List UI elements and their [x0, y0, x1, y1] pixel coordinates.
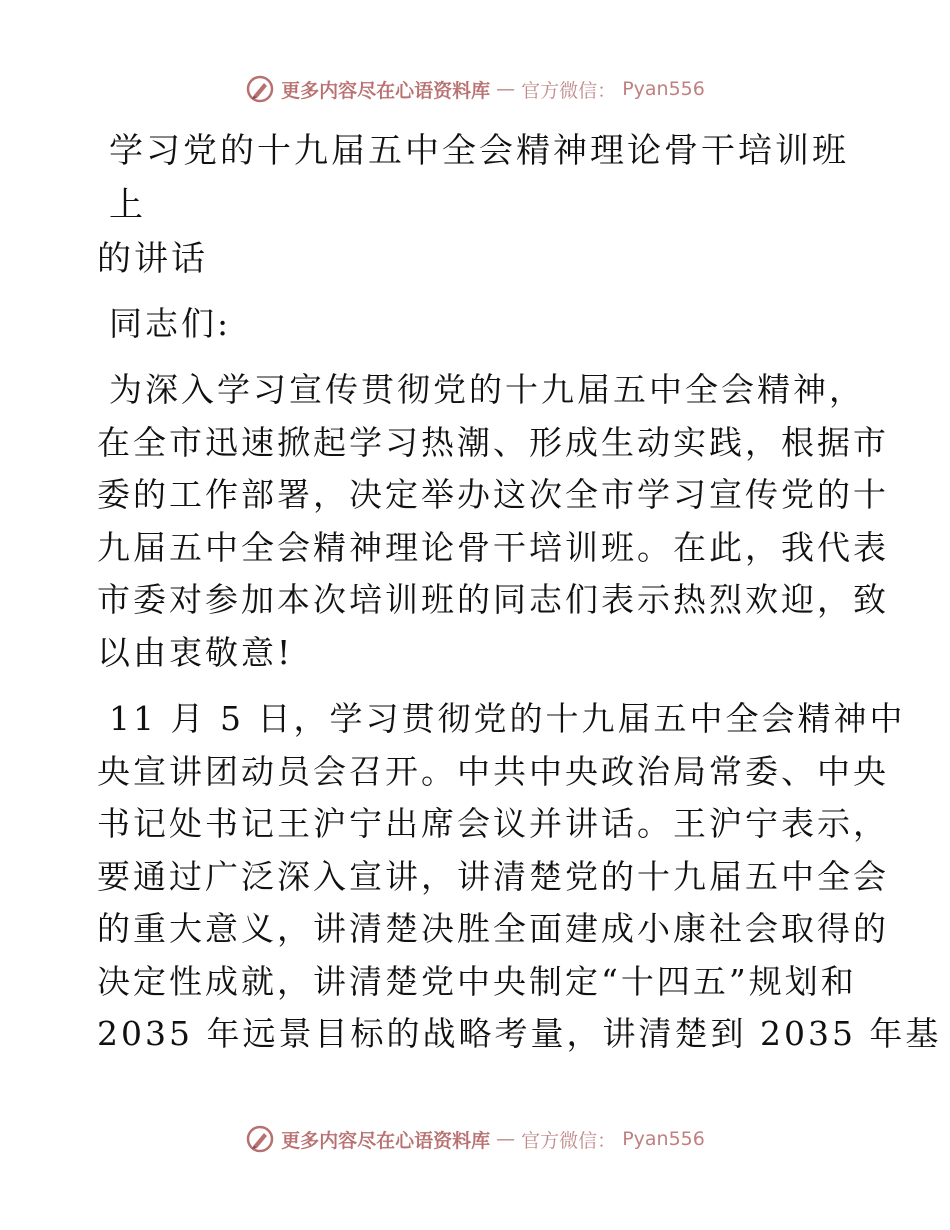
paragraph-line: 在全市迅速掀起学习热潮、形成生动实践，根据市 [97, 422, 889, 462]
title-line-1: 学习党的十九届五中全会精神理论骨干培训班上 [109, 131, 849, 225]
paragraph-line: 11 月 5 日，学习贯彻党的十九届五中全会精神中 [109, 699, 906, 738]
watermark-main-text: 更多内容尽在心语资料库 [281, 1129, 491, 1152]
paragraph-line: 决定性成就，讲清楚党中央制定“十四五”规划和 [97, 961, 857, 1001]
watermark-separator: — [496, 78, 516, 100]
watermark-official-label: 官方微信： [521, 1129, 617, 1152]
header-watermark [0, 74, 950, 104]
paragraph-line: 央宣讲团动员会召开。中共中央政治局常委、中央 [97, 751, 889, 791]
watermark-separator: — [496, 1128, 516, 1150]
paragraph-1 [97, 364, 889, 679]
document-body [97, 124, 942, 1075]
pen-logo-icon [245, 1124, 275, 1154]
footer-watermark [0, 1124, 950, 1154]
paragraph-line: 书记处书记王沪宁出席会议并讲话。王沪宁表示， [97, 804, 889, 843]
paragraph-line: 为深入学习宣传贯彻党的十九届五中全会精神， [109, 370, 865, 409]
paragraph-2 [97, 693, 942, 1061]
paragraph-line: 委的工作部署，决定举办这次全市学习宣传党的十 [97, 475, 889, 514]
watermark-official-label: 官方微信： [521, 79, 617, 102]
watermark-main-text: 更多内容尽在心语资料库 [281, 79, 491, 102]
watermark-wechat-id: Pyan556 [622, 78, 705, 100]
paragraph-line: 九届五中全会精神理论骨干培训班。在此，我代表 [97, 527, 889, 567]
pen-logo-icon [245, 74, 275, 104]
paragraph-line: 的重大意义，讲清楚决胜全面建成小康社会取得的 [97, 909, 889, 948]
paragraph-line: 2035 年远景目标的战略考量，讲清楚到 2035 年基 [97, 1014, 942, 1053]
paragraph-line: 以由衷敬意! [97, 632, 294, 672]
paragraph-line: 要通过广泛深入宣讲，讲清楚党的十九届五中全会 [97, 856, 889, 896]
watermark-wechat-id: Pyan556 [622, 1128, 705, 1150]
document-title [97, 124, 857, 286]
title-line-2: 的讲话 [97, 239, 208, 279]
paragraph-line: 市委对参加本次培训班的同志们表示热烈欢迎，致 [97, 580, 889, 619]
greeting: 同志们: [109, 304, 232, 343]
